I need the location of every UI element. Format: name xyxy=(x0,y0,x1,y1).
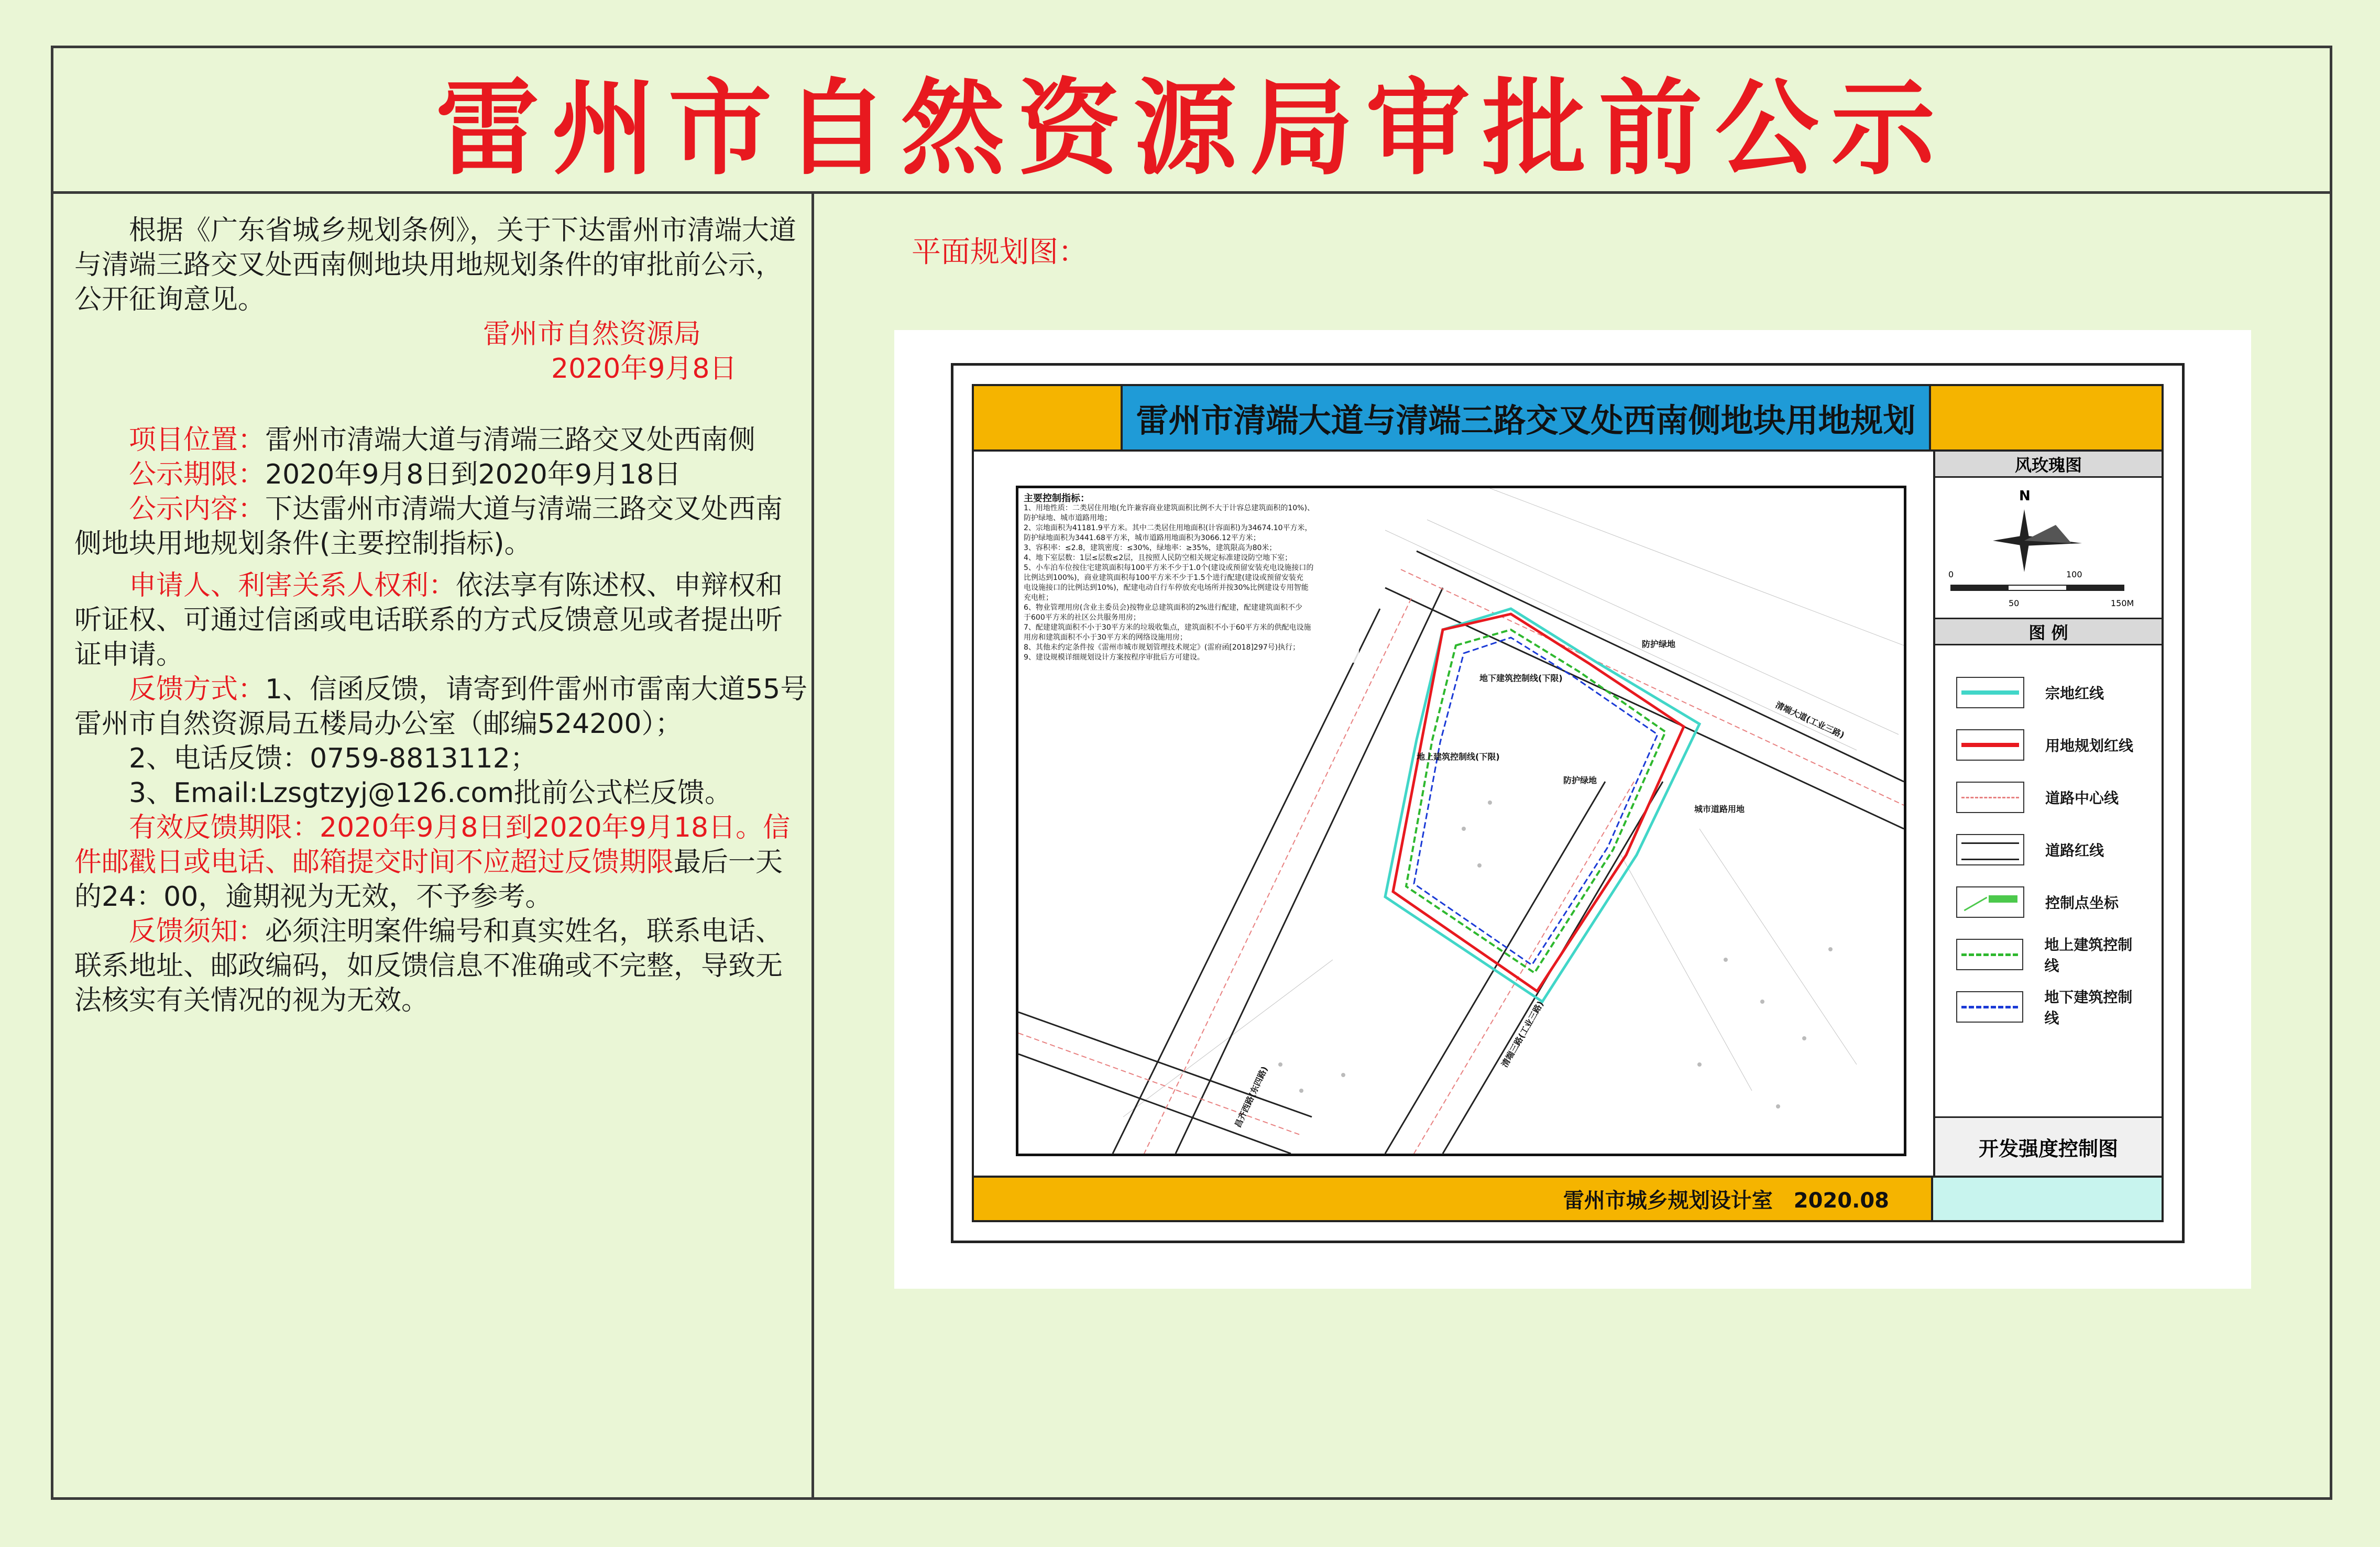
content-label: 公示内容： xyxy=(129,493,266,525)
legend-title: 图 例 xyxy=(1935,619,2162,645)
legend-swatch xyxy=(1956,834,2024,865)
map-label-qingduan-3rd-road: 清端三路(工业三路) xyxy=(1499,999,1546,1069)
scale-label-150: 150M xyxy=(2111,598,2134,608)
feedback-paragraph xyxy=(74,672,808,741)
period-paragraph xyxy=(74,457,808,492)
note-line: 3、容积率：≤2.8，建筑密度：≤30%，绿地率：≥35%，建筑限高为80米； xyxy=(1024,544,1277,552)
note-line: 防护绿地面积为3441.68平方米，城市道路用地面积为3066.12平方米； xyxy=(1024,534,1260,542)
period-label: 公示期限： xyxy=(129,459,266,490)
notice-paragraph xyxy=(74,914,808,1018)
location-paragraph xyxy=(74,423,808,457)
legend-item xyxy=(1956,928,2146,981)
legend-item xyxy=(1956,719,2146,771)
map-label-road-land: 城市道路用地 xyxy=(1694,804,1745,814)
column-divider xyxy=(811,194,814,1497)
scale-label-50: 50 xyxy=(2009,598,2020,608)
note-line: 用房和建筑面积不小于30平方米的网络设施用房； xyxy=(1024,633,1187,642)
intro-paragraph: 根据《广东省城乡规划条例》，关于下达雷州市清端大道与清端三路交叉处西南侧地块用地规划条件的审批前公示，公开征询意见。 xyxy=(74,215,797,315)
sign-org: 雷州市自然资源局 xyxy=(483,319,701,350)
note-line: 于600平方米的社区公共服务用房； xyxy=(1024,613,1140,622)
plan-drawing-frame xyxy=(951,363,2185,1243)
legend-label: 宗地红线 xyxy=(2045,685,2104,702)
scale-label-0: 0 xyxy=(1948,569,1954,579)
map-label-green-1: 防护绿地 xyxy=(1642,639,1676,649)
map-label-green-2: 防护绿地 xyxy=(1563,775,1597,785)
plan-sidebar xyxy=(1933,452,2162,1176)
note-line: 6、物业管理用房(含业主委员会)按物业总建筑面积的2%进行配建，配建建筑面积不少 xyxy=(1024,604,1303,612)
legend-item xyxy=(1956,876,2146,928)
notice-text-column xyxy=(74,213,808,1018)
valid-period-rest: 最后一天的24：00，逾期视为无效，不予参考。 xyxy=(74,847,783,913)
legend-swatch xyxy=(1956,782,2024,813)
notice-label: 反馈须知： xyxy=(129,916,266,947)
compass-area xyxy=(1935,478,2162,619)
legend-item xyxy=(1956,981,2146,1033)
plan-panel xyxy=(894,330,2251,1289)
rights-label: 申请人、利害关系人权利： xyxy=(129,570,456,601)
feedback-label: 反馈方式： xyxy=(129,674,266,705)
map-type-title: 开发强度控制图 xyxy=(1935,1116,2162,1176)
valid-period-red: 有效反馈期限：2020年9月8日到2020年9月18日。信件邮戳日或电话、邮箱提交时间不应超过反馈期限 xyxy=(74,812,791,878)
plan-footer-text: 雷州市城乡规划设计室 2020.08 xyxy=(974,1178,1933,1220)
location-value: 雷州市清端大道与清端三路交叉处西南侧 xyxy=(265,424,756,456)
location-label: 项目位置： xyxy=(129,424,266,456)
note-line: 防护绿地、城市道路用地； xyxy=(1024,514,1112,522)
note-line: 7、配建建筑面积不小于30平方米的垃圾收集点，建筑面积不小于60平方米的供配电设施 xyxy=(1024,623,1311,632)
legend-item xyxy=(1956,666,2146,719)
note-line: 9、建设规模详细规划设计方案按程序审批后方可建设。 xyxy=(1024,653,1204,662)
note-line: 电设施接口的比例达到10%)，配建电动自行车停放充电场所并按30%比例建设专用智能 xyxy=(1024,584,1309,592)
note-line: 5、小车泊车位按住宅建筑面积每100平方米不少于1.0个(建设或预留安装充电设施接口的 xyxy=(1024,564,1314,572)
map-label-qingduan-road: 清端大道(工业三路) xyxy=(1774,699,1846,741)
legend-swatch xyxy=(1956,939,2023,970)
legend-item xyxy=(1956,824,2146,876)
legend xyxy=(1935,645,2162,1033)
plan-label: 平面规划图： xyxy=(912,235,1088,269)
note-line: 比例达到100%)，商业建筑面积每100平方米不少于1.5个进行配建(建设或预留安装充 xyxy=(1024,574,1303,582)
compass-title: 风玫瑰图 xyxy=(1935,452,2162,478)
note-line: 2、宗地面积为41181.9平方米。其中二类居住用地面积(计容面积)为34674.10平方米， xyxy=(1024,524,1312,532)
map-label-aboveground: 地上建筑控制线(下限) xyxy=(1417,752,1500,762)
map-label-underground: 地下建筑控制线(下限) xyxy=(1479,673,1563,683)
plan-footer xyxy=(974,1176,2162,1220)
legend-label: 道路中心线 xyxy=(2045,789,2119,807)
content-value: 下达雷州市清端大道与清端三路交叉处西南侧地块用地规划条件(主要控制指标)。 xyxy=(74,493,783,559)
page-title: 雷州市自然资源局审批前公示 xyxy=(435,68,1948,189)
site-map xyxy=(1016,486,1906,1156)
note-line: 1、用地性质：二类居住用地(允许兼容商业建筑面积比例不大于计容总建筑面积的10%)、 xyxy=(1024,504,1314,512)
sign-date: 2020年9月8日 xyxy=(551,353,737,385)
legend-swatch xyxy=(1956,729,2024,761)
notice-value: 必须注明案件编号和真实姓名，联系电话、联系地址、邮政编码，如反馈信息不准确或不完整，导致无法核实有关情况的视为无效。 xyxy=(74,916,783,1016)
plan-drawing-inner xyxy=(972,384,2164,1222)
legend-label: 道路红线 xyxy=(2045,842,2104,859)
wind-rose-icon xyxy=(1982,504,2087,577)
feedback-mail: 1、信函反馈，请寄到件雷州市雷南大道55号雷州市自然资源局五楼局办公室（邮编524200）； xyxy=(74,674,808,740)
legend-label: 地上建筑控制线 xyxy=(2044,936,2133,974)
scale-label-100: 100 xyxy=(2066,569,2082,579)
rights-paragraph xyxy=(74,568,808,672)
legend-swatch xyxy=(1956,991,2023,1023)
note-line: 4、地下室层数：1层≤层数≤2层，且按照人民防空相关规定标准建设防空地下室； xyxy=(1024,554,1292,562)
map-label-changqi-road: 昌齐西路(东四路) xyxy=(1232,1065,1270,1129)
note-line: 8、其他未约定条件按《雷州市城市规划管理技术规定》(雷府函[2018]297号)执行； xyxy=(1024,643,1300,652)
legend-label: 用地规划红线 xyxy=(2045,737,2134,754)
plan-header xyxy=(974,386,2162,452)
legend-swatch xyxy=(1956,677,2024,708)
note-line: 充电桩； xyxy=(1024,594,1053,602)
legend-label: 控制点坐标 xyxy=(2045,894,2119,912)
content-paragraph xyxy=(74,492,808,561)
title-row xyxy=(53,48,2330,194)
legend-item xyxy=(1956,771,2146,824)
legend-label: 地下建筑控制线 xyxy=(2044,989,2133,1027)
period-value: 2020年9月8日到2020年9月18日 xyxy=(265,459,682,490)
compass-north-label: N xyxy=(2019,488,2031,504)
notes-title: 主要控制指标： xyxy=(1024,493,1090,504)
control-indicators xyxy=(1024,493,1359,663)
rights-value: 依法享有陈述权、申辩权和听证权、可通过信函或电话联系的方式反馈意见或者提出听证申请。 xyxy=(74,570,783,671)
legend-swatch xyxy=(1956,886,2024,918)
plan-title: 雷州市清端大道与清端三路交叉处西南侧地块用地规划 xyxy=(1121,386,1931,449)
valid-period-paragraph xyxy=(74,810,808,914)
feedback-email: 3、Email:Lzsgtzyj@126.com批前公式栏反馈。 xyxy=(129,777,732,809)
feedback-phone: 2、电话反馈：0759-8813112； xyxy=(129,743,538,774)
